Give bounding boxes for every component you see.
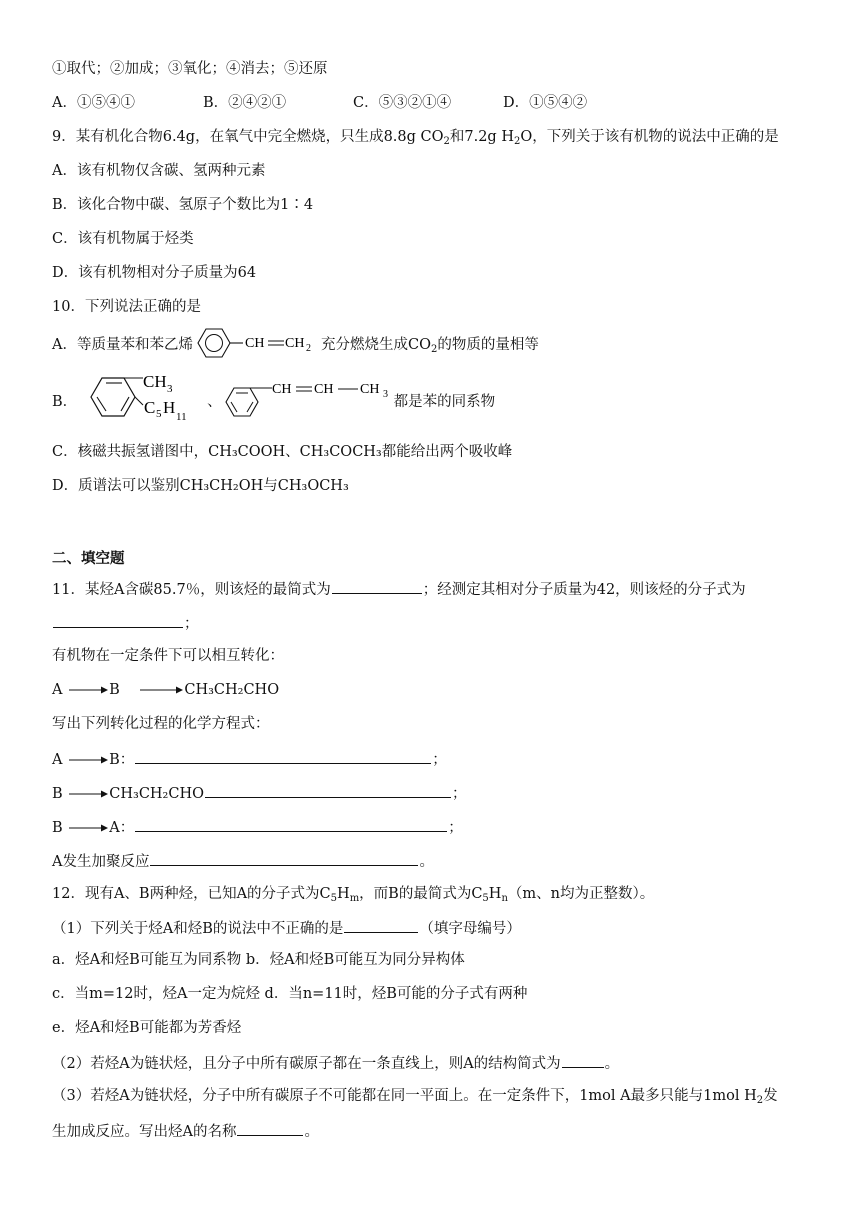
q11-stem-cont: ； (52, 612, 199, 634)
styrene-structure (193, 323, 321, 363)
answer-blank[interactable] (344, 917, 418, 933)
q10-option-d: D．质谱法可以鉴别CH₃CH₂OH与CH₃OCH₃ (52, 478, 349, 494)
answer-blank[interactable] (53, 612, 183, 628)
answer-blank[interactable] (562, 1052, 604, 1068)
pentyl-c-label: C (144, 398, 156, 417)
methyl-sub: 3 (167, 383, 173, 395)
arrow-icon (67, 685, 109, 695)
terminal-ch3-sub: 3 (382, 389, 388, 400)
q11-equation-3: B A： ； (52, 816, 463, 838)
reaction-types-line: ①取代；②加成；③氧化；④消去；⑤还原 (52, 61, 328, 77)
arrow-icon (138, 685, 184, 695)
q12-part-3: （3）若烃A为链状烃，分子中所有碳原子不可能都在同一平面上。在一定条件下，1mol A最多只能与1mol $H_2$发 (52, 1088, 778, 1106)
pentyl-h-sub: 11 (176, 411, 187, 423)
q12-stem: 12．现有A、B两种烃，已知A的分子式为$C_5H_m$，而B的最简式为$C_5H_n(m$、n均为正整数）。 (52, 886, 655, 904)
vinyl-ch1-label: CH (271, 382, 292, 397)
q12-option-ab: a．烃A和烃B可能互为同系物 b．烃A和烃B可能互为同分异构体 (52, 952, 465, 968)
q11-write-eq: 写出下列转化过程的化学方程式： (52, 716, 270, 732)
methyl-label: CH (143, 372, 167, 391)
propenylbenzene-structure (222, 378, 394, 422)
answer-blank[interactable] (135, 816, 447, 832)
q10-option-a: A．等质量苯和苯乙烯 CH CH 2 充分燃烧生成$CO_2$的物质的量相等 (52, 335, 539, 355)
pentyl-c-sub: 5 (156, 408, 162, 420)
styrene-ch2-sub: 2 (305, 343, 311, 354)
q8-option-c: C．⑤③②①④ (353, 95, 452, 111)
q9-option-a: A．该有机物仅含碳、氢两种元素 (52, 163, 266, 179)
alkylbenzene-structure (77, 369, 207, 425)
q9-option-c: C．该有机物属于烃类 (52, 231, 194, 247)
q12-option-cd: c．当m=12时，烃A一定为烷烃 d．当n=11时，烃B可能的分子式有两种 (52, 986, 528, 1002)
q10-stem: 10．下列说法正确的是 (52, 299, 201, 315)
styrene-ch-label: CH (244, 336, 265, 351)
answer-blank[interactable] (205, 782, 451, 798)
styrene-ch2-label: CH (284, 336, 305, 351)
q11-equation-4: A发生加聚反应 。 (52, 850, 434, 872)
terminal-ch3-label: CH (359, 382, 380, 397)
answer-blank[interactable] (237, 1120, 303, 1136)
answer-blank[interactable] (332, 578, 422, 594)
answer-blank[interactable] (150, 850, 418, 866)
q10-option-c: C．核磁共振氢谱图中，CH₃COOH、CH₃COCH₃都能给出两个吸收峰 (52, 444, 513, 460)
answer-blank[interactable] (135, 748, 431, 764)
arrow-icon (67, 823, 109, 833)
q11-equation-1: A B： ； (52, 748, 447, 770)
q12-option-e: e．烃A和烃B可能都为芳香烃 (52, 1020, 242, 1036)
q12-part-1: （1）下列关于烃A和烃B的说法中不正确的是 （填字母编号） (52, 917, 521, 939)
q11-equation-2: B CH₃CH₂CHO ； (52, 782, 467, 804)
q9-stem: 9．某有机化合物6.4g，在氧气中完全燃烧，只生成8.8g $CO_2$和7.2g $H_2O$，下列关于该有机物的说法中正确的是 (52, 129, 779, 147)
arrow-icon (67, 789, 109, 799)
q9-option-d: D．该有机物相对分子质量为64 (52, 265, 257, 281)
section-title: 二、填空题 (52, 550, 125, 567)
q8-option-d: D．①⑤④② (503, 95, 588, 111)
arrow-icon (67, 755, 109, 765)
q11-chain: A B CH₃CH₂CHO (52, 682, 280, 698)
q9-option-b: B．该化合物中碳、氢原子个数比为1∶4 (52, 197, 314, 213)
vinyl-ch2-label: CH (313, 382, 334, 397)
q11-intro: 有机物在一定条件下可以相互转化： (52, 648, 284, 664)
q12-part-2: （2）若烃A为链状烃，且分子中所有碳原子都在一条直线上，则A的结构简式为 。 (52, 1052, 619, 1074)
q8-option-b: B．②④②① (203, 95, 287, 111)
q11-stem: 11．某烃A含碳85.7％，则该烃的最简式为 ；经测定其相对分子质量为42，则该烃的分子式为 (52, 578, 746, 600)
pentyl-h-label: H (163, 398, 176, 417)
q8-option-a: A．①⑤④① (52, 95, 135, 111)
q12-part-3-cont: 生加成反应。写出烃A的名称 。 (52, 1120, 319, 1142)
q10-option-b: B． CH 3 C 5 H 11 、 CH CH CH 3 都是苯的同系物 (52, 392, 495, 412)
